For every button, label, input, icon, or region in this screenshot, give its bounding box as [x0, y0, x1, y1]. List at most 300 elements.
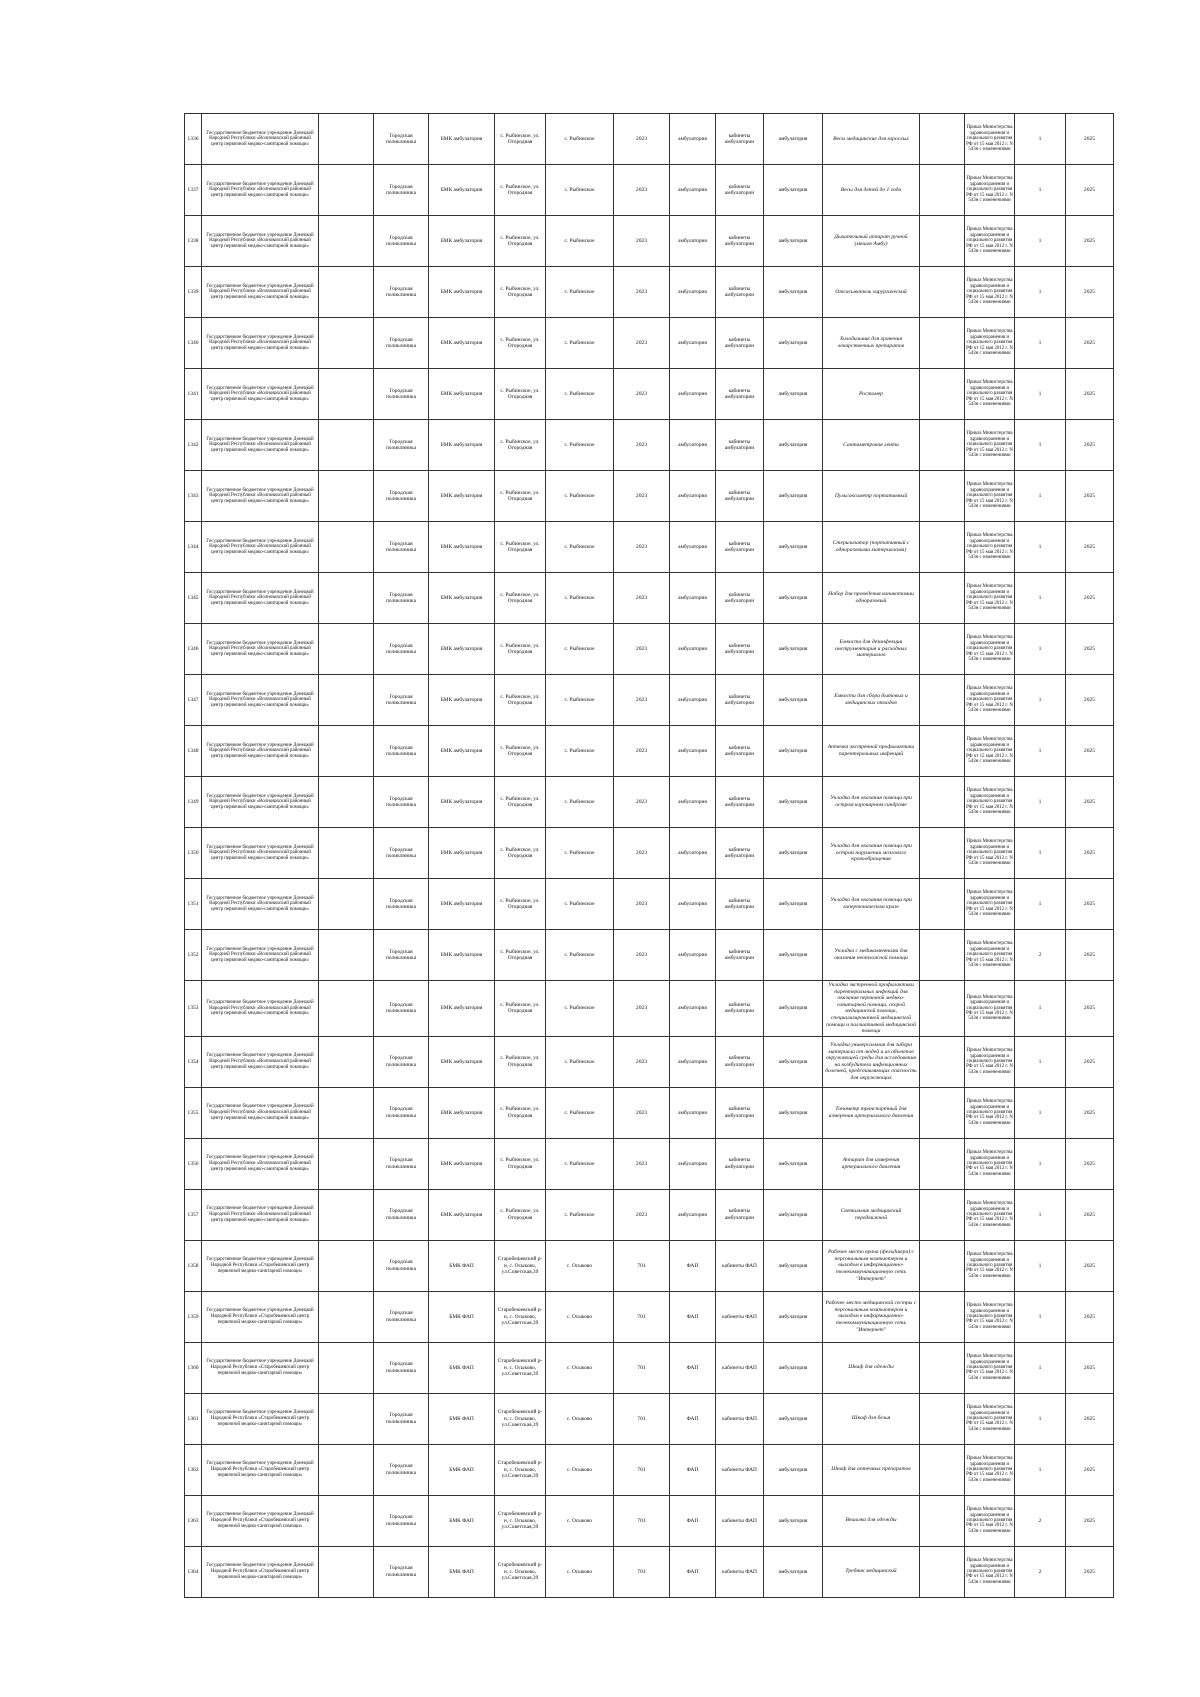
cell-address: Старобешевский р-н, с. Осыково, ул.Советская,39: [495, 1291, 546, 1342]
cell-room: кабинеты амбулатории: [716, 522, 764, 573]
table-row: [185, 114, 1114, 165]
cell-no: 1361: [185, 1393, 202, 1444]
cell-no: 1340: [185, 318, 202, 369]
cell-order: Приказ Министерства здравоохранения и социального развития РФ от 15 мая 2012 г. N 543н с изменениями: [965, 114, 1015, 165]
cell-room: кабинеты амбулатории: [716, 828, 764, 879]
cell-plan: 2025: [1066, 573, 1114, 624]
cell-plan: 2025: [1066, 726, 1114, 777]
cell-year: 701: [614, 1444, 670, 1495]
cell-org: Государственное бюджетное учреждение Донецкой Народной Республики «Волновахский районный центр первичной медико-санитарной помощи»: [202, 930, 319, 981]
cell-empty: [319, 471, 374, 522]
cell-address: с. Рыбинское, ул. Огородная: [495, 369, 546, 420]
cell-equipment: Набор для проведения коникотомии одноразовый: [823, 573, 920, 624]
cell-empty: [319, 1240, 374, 1291]
cell-org: Государственное бюджетное учреждение Донецкой Народной Республики «Старобешевский центр первичной медико-санитарной помощи»: [202, 1495, 319, 1546]
cell-year: 2023: [614, 114, 670, 165]
cell-kind: амбулатория: [670, 879, 716, 930]
cell-equipment: Аппарат для измерения артериального давления: [823, 1138, 920, 1189]
cell-qty: 1: [1015, 981, 1066, 1037]
cell-org: Государственное бюджетное учреждение Донецкой Народной Республики «Волновахский районный центр первичной медико-санитарной помощи»: [202, 471, 319, 522]
cell-empty: [319, 1291, 374, 1342]
cell-dept: амбулатория: [764, 981, 823, 1037]
cell-kind: амбулатория: [670, 624, 716, 675]
cell-qty: 1: [1015, 114, 1066, 165]
cell-equipment: Весы медицинские для взрослых: [823, 114, 920, 165]
cell-empty: [920, 981, 965, 1037]
cell-room: кабинеты амбулатории: [716, 420, 764, 471]
cell-room: кабинеты амбулатории: [716, 726, 764, 777]
cell-order: Приказ Министерства здравоохранения и социального развития РФ от 15 мая 2012 г. N 543н с изменениями: [965, 1342, 1015, 1393]
cell-qty: 1: [1015, 1138, 1066, 1189]
cell-year: 2023: [614, 624, 670, 675]
cell-no: 1339: [185, 267, 202, 318]
cell-year: 701: [614, 1342, 670, 1393]
cell-unit: БМК амбулатория: [429, 573, 495, 624]
cell-empty: [319, 726, 374, 777]
cell-dept: амбулатория: [764, 777, 823, 828]
cell-org: Государственное бюджетное учреждение Донецкой Народной Республики «Старобешевский центр первичной медико-санитарной помощи»: [202, 1342, 319, 1393]
cell-kind: амбулатория: [670, 216, 716, 267]
cell-plan: 2025: [1066, 318, 1114, 369]
cell-no: 1362: [185, 1444, 202, 1495]
cell-equipment: Шкаф для аптечных препаратов: [823, 1444, 920, 1495]
cell-room: кабинеты амбулатории: [716, 573, 764, 624]
cell-year: 2023: [614, 1138, 670, 1189]
cell-unit: БМК амбулатория: [429, 522, 495, 573]
cell-plan: 2025: [1066, 522, 1114, 573]
cell-empty: [920, 522, 965, 573]
cell-equipment: Укладка для оказания помощи при остром нарушении мозгового кровообращения: [823, 828, 920, 879]
cell-year: 2023: [614, 267, 670, 318]
table-row: [185, 318, 1114, 369]
cell-empty: [319, 1546, 374, 1597]
cell-unit: БМК амбулатория: [429, 726, 495, 777]
table-row: [185, 1240, 1114, 1291]
cell-empty: [920, 879, 965, 930]
cell-plan: 2025: [1066, 1240, 1114, 1291]
cell-year: 2023: [614, 1036, 670, 1087]
cell-unit: БМК амбулатория: [429, 675, 495, 726]
cell-empty: [920, 1393, 965, 1444]
cell-locality: с. Рыбинское: [546, 675, 614, 726]
cell-year: 2023: [614, 216, 670, 267]
cell-unit: БМК ФАП: [429, 1444, 495, 1495]
cell-address: с. Рыбинское, ул. Огородная: [495, 930, 546, 981]
cell-plan: 2025: [1066, 114, 1114, 165]
cell-no: 1351: [185, 879, 202, 930]
cell-address: Старобешевский р-н, с. Осыково, ул.Советская,39: [495, 1546, 546, 1597]
cell-type: Городская поликлиника: [374, 930, 429, 981]
cell-type: Городская поликлиника: [374, 1393, 429, 1444]
cell-kind: амбулатория: [670, 114, 716, 165]
cell-plan: 2025: [1066, 1189, 1114, 1240]
table-row: [185, 573, 1114, 624]
cell-order: Приказ Министерства здравоохранения и социального развития РФ от 15 мая 2012 г. N 543н с изменениями: [965, 624, 1015, 675]
cell-equipment: Емкости для дезинфекции инструментария и расходных материалов: [823, 624, 920, 675]
cell-dept: амбулатория: [764, 369, 823, 420]
cell-dept: амбулатория: [764, 471, 823, 522]
cell-type: Городская поликлиника: [374, 1444, 429, 1495]
cell-order: Приказ Министерства здравоохранения и социального развития РФ от 15 мая 2012 г. N 543н с изменениями: [965, 1138, 1015, 1189]
cell-empty: [920, 1138, 965, 1189]
cell-empty: [319, 165, 374, 216]
cell-no: 1348: [185, 726, 202, 777]
cell-year: 2023: [614, 675, 670, 726]
cell-qty: 1: [1015, 471, 1066, 522]
cell-empty: [920, 573, 965, 624]
cell-equipment: Тонометр транспортный для измерения артериального давления: [823, 1087, 920, 1138]
equipment-table: [184, 113, 1114, 1598]
cell-locality: с. Рыбинское: [546, 726, 614, 777]
cell-room: кабинеты ФАП: [716, 1546, 764, 1597]
cell-empty: [920, 675, 965, 726]
cell-dept: амбулатория: [764, 573, 823, 624]
cell-qty: 2: [1015, 1546, 1066, 1597]
cell-order: Приказ Министерства здравоохранения и социального развития РФ от 15 мая 2012 г. N 543н с изменениями: [965, 879, 1015, 930]
cell-year: 2023: [614, 726, 670, 777]
cell-plan: 2025: [1066, 1546, 1114, 1597]
table-row: [185, 471, 1114, 522]
cell-locality: с. Рыбинское: [546, 1138, 614, 1189]
cell-empty: [920, 318, 965, 369]
cell-dept: амбулатория: [764, 1240, 823, 1291]
table-row: [185, 1036, 1114, 1087]
cell-order: Приказ Министерства здравоохранения и социального развития РФ от 15 мая 2012 г. N 543н с изменениями: [965, 981, 1015, 1037]
cell-org: Государственное бюджетное учреждение Донецкой Народной Республики «Старобешевский центр первичной медико-санитарной помощи»: [202, 1291, 319, 1342]
cell-unit: БМК ФАП: [429, 1546, 495, 1597]
cell-qty: 1: [1015, 216, 1066, 267]
cell-unit: БМК амбулатория: [429, 930, 495, 981]
cell-type: Городская поликлиника: [374, 318, 429, 369]
cell-no: 1347: [185, 675, 202, 726]
cell-room: кабинеты ФАП: [716, 1291, 764, 1342]
cell-qty: 1: [1015, 1240, 1066, 1291]
cell-unit: БМК амбулатория: [429, 981, 495, 1037]
cell-empty: [920, 471, 965, 522]
cell-plan: 2025: [1066, 1342, 1114, 1393]
cell-kind: амбулатория: [670, 267, 716, 318]
cell-plan: 2025: [1066, 1138, 1114, 1189]
cell-type: Городская поликлиника: [374, 267, 429, 318]
cell-order: Приказ Министерства здравоохранения и социального развития РФ от 15 мая 2012 г. N 543н с изменениями: [965, 1087, 1015, 1138]
table-body: [185, 114, 1114, 1598]
cell-address: с. Рыбинское, ул. Огородная: [495, 1087, 546, 1138]
cell-plan: 2025: [1066, 471, 1114, 522]
cell-dept: амбулатория: [764, 1138, 823, 1189]
cell-address: Старобешевский р-н, с. Осыково, ул.Советская,39: [495, 1495, 546, 1546]
cell-equipment: Стерилизатор (портативный с одноразовыми материалами): [823, 522, 920, 573]
cell-room: кабинеты ФАП: [716, 1495, 764, 1546]
cell-address: с. Рыбинское, ул. Огородная: [495, 981, 546, 1037]
cell-locality: с. Рыбинское: [546, 471, 614, 522]
cell-unit: БМК амбулатория: [429, 165, 495, 216]
table-row: [185, 369, 1114, 420]
cell-address: с. Рыбинское, ул. Огородная: [495, 216, 546, 267]
cell-room: кабинеты амбулатории: [716, 165, 764, 216]
cell-equipment: Светильник медицинский передвижной: [823, 1189, 920, 1240]
cell-unit: БМК ФАП: [429, 1291, 495, 1342]
cell-equipment: Укладка для оказания помощи при остром коронарном синдроме: [823, 777, 920, 828]
cell-room: кабинеты амбулатории: [716, 1138, 764, 1189]
cell-equipment: Требник медицинский: [823, 1546, 920, 1597]
cell-qty: 1: [1015, 165, 1066, 216]
cell-locality: с. Рыбинское: [546, 522, 614, 573]
cell-qty: 1: [1015, 369, 1066, 420]
cell-qty: 1: [1015, 420, 1066, 471]
cell-locality: с. Рыбинское: [546, 777, 614, 828]
cell-empty: [319, 1444, 374, 1495]
cell-locality: с. Рыбинское: [546, 216, 614, 267]
cell-empty: [319, 624, 374, 675]
cell-unit: БМК амбулатория: [429, 1138, 495, 1189]
cell-unit: БМК ФАП: [429, 1240, 495, 1291]
cell-locality: с. Рыбинское: [546, 114, 614, 165]
cell-empty: [319, 777, 374, 828]
cell-order: Приказ Министерства здравоохранения и социального развития РФ от 15 мая 2012 г. N 543н с изменениями: [965, 1189, 1015, 1240]
cell-unit: БМК амбулатория: [429, 1087, 495, 1138]
cell-empty: [319, 420, 374, 471]
cell-equipment: Дыхательный аппарат ручной (мешок Амбу): [823, 216, 920, 267]
cell-empty: [920, 1291, 965, 1342]
cell-type: Городская поликлиника: [374, 573, 429, 624]
cell-kind: амбулатория: [670, 777, 716, 828]
cell-empty: [920, 1087, 965, 1138]
cell-org: Государственное бюджетное учреждение Донецкой Народной Республики «Волновахский районный центр первичной медико-санитарной помощи»: [202, 1036, 319, 1087]
cell-equipment: Аптечка экстренной профилактики парентеральных инфекций: [823, 726, 920, 777]
cell-type: Городская поликлиника: [374, 216, 429, 267]
cell-no: 1350: [185, 828, 202, 879]
cell-address: с. Рыбинское, ул. Огородная: [495, 777, 546, 828]
table-row: [185, 1342, 1114, 1393]
cell-type: Городская поликлиника: [374, 1087, 429, 1138]
cell-dept: амбулатория: [764, 216, 823, 267]
cell-empty: [920, 216, 965, 267]
cell-locality: с. Рыбинское: [546, 624, 614, 675]
cell-empty: [920, 267, 965, 318]
table-row: [185, 1546, 1114, 1597]
cell-equipment: Вешалка для одежды: [823, 1495, 920, 1546]
cell-kind: амбулатория: [670, 165, 716, 216]
cell-address: Старобешевский р-н, с. Осыково, ул.Советская,39: [495, 1240, 546, 1291]
cell-unit: БМК амбулатория: [429, 1036, 495, 1087]
cell-kind: амбулатория: [670, 369, 716, 420]
cell-room: кабинеты ФАП: [716, 1240, 764, 1291]
table-row: [185, 1444, 1114, 1495]
cell-kind: амбулатория: [670, 1138, 716, 1189]
cell-no: 1353: [185, 981, 202, 1037]
cell-room: кабинеты амбулатории: [716, 777, 764, 828]
cell-type: Городская поликлиника: [374, 624, 429, 675]
cell-org: Государственное бюджетное учреждение Донецкой Народной Республики «Волновахский районный центр первичной медико-санитарной помощи»: [202, 879, 319, 930]
cell-locality: с. Рыбинское: [546, 318, 614, 369]
table-row: [185, 1495, 1114, 1546]
cell-year: 2023: [614, 981, 670, 1037]
cell-empty: [319, 573, 374, 624]
cell-org: Государственное бюджетное учреждение Донецкой Народной Республики «Волновахский районный центр первичной медико-санитарной помощи»: [202, 369, 319, 420]
cell-type: Городская поликлиника: [374, 522, 429, 573]
cell-kind: амбулатория: [670, 726, 716, 777]
cell-qty: 1: [1015, 777, 1066, 828]
cell-qty: 1: [1015, 1036, 1066, 1087]
cell-kind: ФАП: [670, 1240, 716, 1291]
cell-order: Приказ Министерства здравоохранения и социального развития РФ от 15 мая 2012 г. N 543н с изменениями: [965, 318, 1015, 369]
cell-order: Приказ Министерства здравоохранения и социального развития РФ от 15 мая 2012 г. N 543н с изменениями: [965, 522, 1015, 573]
cell-dept: амбулатория: [764, 1342, 823, 1393]
cell-locality: с. Рыбинское: [546, 267, 614, 318]
cell-order: Приказ Министерства здравоохранения и социального развития РФ от 15 мая 2012 г. N 543н с изменениями: [965, 828, 1015, 879]
cell-locality: с. Осыково: [546, 1240, 614, 1291]
cell-org: Государственное бюджетное учреждение Донецкой Народной Республики «Волновахский районный центр первичной медико-санитарной помощи»: [202, 216, 319, 267]
cell-no: 1355: [185, 1087, 202, 1138]
table-row: [185, 726, 1114, 777]
cell-plan: 2025: [1066, 1087, 1114, 1138]
cell-room: кабинеты амбулатории: [716, 1087, 764, 1138]
cell-order: Приказ Министерства здравоохранения и социального развития РФ от 15 мая 2012 г. N 543н с изменениями: [965, 369, 1015, 420]
cell-equipment: Рабочее место медицинской сестры с персональным компьютером и выходом в информационно-телекоммуникационную сеть "Интернет": [823, 1291, 920, 1342]
cell-equipment: Шкаф для одежды: [823, 1342, 920, 1393]
cell-empty: [319, 216, 374, 267]
cell-address: с. Рыбинское, ул. Огородная: [495, 1189, 546, 1240]
cell-plan: 2025: [1066, 930, 1114, 981]
cell-qty: 1: [1015, 1087, 1066, 1138]
cell-unit: БМК амбулатория: [429, 420, 495, 471]
cell-equipment: Сантиметровая лента: [823, 420, 920, 471]
cell-dept: амбулатория: [764, 726, 823, 777]
cell-plan: 2025: [1066, 369, 1114, 420]
cell-org: Государственное бюджетное учреждение Донецкой Народной Республики «Волновахский районный центр первичной медико-санитарной помощи»: [202, 318, 319, 369]
cell-plan: 2025: [1066, 216, 1114, 267]
cell-address: с. Рыбинское, ул. Огородная: [495, 726, 546, 777]
cell-locality: с. Осыково: [546, 1495, 614, 1546]
cell-type: Городская поликлиника: [374, 1495, 429, 1546]
cell-year: 701: [614, 1393, 670, 1444]
cell-empty: [319, 1393, 374, 1444]
cell-empty: [920, 1546, 965, 1597]
cell-qty: 1: [1015, 573, 1066, 624]
cell-no: 1352: [185, 930, 202, 981]
cell-org: Государственное бюджетное учреждение Донецкой Народной Республики «Волновахский районный центр первичной медико-санитарной помощи»: [202, 777, 319, 828]
cell-address: с. Рыбинское, ул. Огородная: [495, 471, 546, 522]
cell-order: Приказ Министерства здравоохранения и социального развития РФ от 15 мая 2012 г. N 543н с изменениями: [965, 1495, 1015, 1546]
cell-empty: [319, 1087, 374, 1138]
cell-order: Приказ Министерства здравоохранения и социального развития РФ от 15 мая 2012 г. N 543н с изменениями: [965, 1393, 1015, 1444]
cell-dept: амбулатория: [764, 1444, 823, 1495]
cell-dept: амбулатория: [764, 1393, 823, 1444]
cell-empty: [319, 930, 374, 981]
cell-locality: с. Рыбинское: [546, 165, 614, 216]
table-row: [185, 420, 1114, 471]
cell-empty: [319, 1036, 374, 1087]
cell-equipment: Пульсоксиметр портативный: [823, 471, 920, 522]
cell-room: кабинеты амбулатории: [716, 879, 764, 930]
cell-empty: [920, 624, 965, 675]
cell-no: 1346: [185, 624, 202, 675]
cell-locality: с. Осыково: [546, 1342, 614, 1393]
table-row: [185, 522, 1114, 573]
cell-room: кабинеты амбулатории: [716, 624, 764, 675]
cell-no: 1337: [185, 165, 202, 216]
table-row: [185, 675, 1114, 726]
cell-equipment: Ростомер: [823, 369, 920, 420]
cell-plan: 2025: [1066, 267, 1114, 318]
cell-year: 2023: [614, 828, 670, 879]
cell-order: Приказ Министерства здравоохранения и социального развития РФ от 15 мая 2012 г. N 543н с изменениями: [965, 573, 1015, 624]
cell-plan: 2025: [1066, 1444, 1114, 1495]
cell-dept: амбулатория: [764, 1189, 823, 1240]
cell-order: Приказ Министерства здравоохранения и социального развития РФ от 15 мая 2012 г. N 543н с изменениями: [965, 930, 1015, 981]
cell-org: Государственное бюджетное учреждение Донецкой Народной Республики «Волновахский районный центр первичной медико-санитарной помощи»: [202, 828, 319, 879]
table-row: [185, 1087, 1114, 1138]
cell-unit: БМК ФАП: [429, 1342, 495, 1393]
cell-dept: амбулатория: [764, 1036, 823, 1087]
cell-kind: ФАП: [670, 1444, 716, 1495]
cell-dept: амбулатория: [764, 828, 823, 879]
cell-org: Государственное бюджетное учреждение Донецкой Народной Республики «Волновахский районный центр первичной медико-санитарной помощи»: [202, 114, 319, 165]
cell-qty: 1: [1015, 1189, 1066, 1240]
cell-empty: [319, 981, 374, 1037]
cell-dept: амбулатория: [764, 624, 823, 675]
cell-org: Государственное бюджетное учреждение Донецкой Народной Республики «Волновахский районный центр первичной медико-санитарной помощи»: [202, 267, 319, 318]
cell-empty: [319, 1342, 374, 1393]
cell-dept: амбулатория: [764, 114, 823, 165]
cell-order: Приказ Министерства здравоохранения и социального развития РФ от 15 мая 2012 г. N 543н с изменениями: [965, 1444, 1015, 1495]
cell-no: 1343: [185, 471, 202, 522]
cell-order: Приказ Министерства здравоохранения и социального развития РФ от 15 мая 2012 г. N 543н с изменениями: [965, 1291, 1015, 1342]
cell-unit: БМК амбулатория: [429, 114, 495, 165]
table-row: [185, 879, 1114, 930]
cell-empty: [920, 114, 965, 165]
cell-org: Государственное бюджетное учреждение Донецкой Народной Республики «Волновахский районный центр первичной медико-санитарной помощи»: [202, 420, 319, 471]
cell-equipment: Укладка для оказания помощи при гипертоническом кризе: [823, 879, 920, 930]
cell-type: Городская поликлиника: [374, 726, 429, 777]
cell-year: 2023: [614, 879, 670, 930]
cell-type: Городская поликлиника: [374, 879, 429, 930]
cell-no: 1360: [185, 1342, 202, 1393]
cell-locality: с. Рыбинское: [546, 879, 614, 930]
cell-unit: БМК амбулатория: [429, 369, 495, 420]
cell-empty: [319, 675, 374, 726]
cell-dept: амбулатория: [764, 1291, 823, 1342]
cell-locality: с. Рыбинское: [546, 1036, 614, 1087]
cell-equipment: Рабочее место врача (фельдшера) с персональным компьютером и выходом в информационно-телекоммуникационную сеть "Интернет": [823, 1240, 920, 1291]
cell-type: Городская поликлиника: [374, 420, 429, 471]
cell-empty: [920, 1189, 965, 1240]
cell-room: кабинеты амбулатории: [716, 930, 764, 981]
cell-address: с. Рыбинское, ул. Огородная: [495, 624, 546, 675]
cell-address: с. Рыбинское, ул. Огородная: [495, 1138, 546, 1189]
cell-unit: БМК ФАП: [429, 1393, 495, 1444]
cell-kind: амбулатория: [670, 828, 716, 879]
cell-order: Приказ Министерства здравоохранения и социального развития РФ от 15 мая 2012 г. N 543н с изменениями: [965, 1240, 1015, 1291]
cell-empty: [920, 1495, 965, 1546]
cell-year: 2023: [614, 573, 670, 624]
cell-type: Городская поликлиника: [374, 1138, 429, 1189]
table-row: [185, 1393, 1114, 1444]
cell-no: 1356: [185, 1138, 202, 1189]
cell-no: 1363: [185, 1495, 202, 1546]
cell-order: Приказ Министерства здравоохранения и социального развития РФ от 15 мая 2012 г. N 543н с изменениями: [965, 165, 1015, 216]
cell-empty: [319, 1189, 374, 1240]
cell-dept: амбулатория: [764, 1087, 823, 1138]
cell-locality: с. Осыково: [546, 1291, 614, 1342]
cell-address: с. Рыбинское, ул. Огородная: [495, 165, 546, 216]
cell-qty: 1: [1015, 1342, 1066, 1393]
cell-type: Городская поликлиника: [374, 165, 429, 216]
cell-room: кабинеты амбулатории: [716, 675, 764, 726]
cell-type: Городская поликлиника: [374, 777, 429, 828]
table-row: [185, 1138, 1114, 1189]
cell-plan: 2025: [1066, 165, 1114, 216]
